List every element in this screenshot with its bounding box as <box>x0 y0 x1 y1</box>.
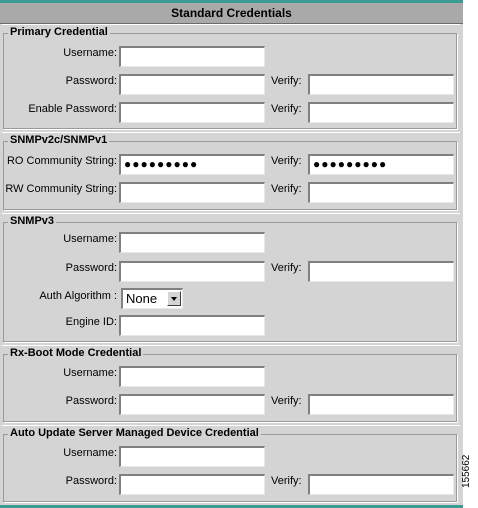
engine-id-input[interactable] <box>119 315 265 336</box>
rw-community-label: RW Community String: <box>5 183 117 195</box>
ro-community-verify-label: Verify: <box>271 155 302 167</box>
ro-community-input[interactable]: ●●●●●●●●● <box>119 154 265 175</box>
enable-password-verify-label: Verify: <box>271 103 302 115</box>
figure-id: 155662 <box>461 454 472 488</box>
autoupdate-username-input[interactable] <box>119 446 265 467</box>
enable-password-verify-input[interactable] <box>308 102 454 123</box>
primary-password-input[interactable] <box>119 74 265 95</box>
snmpv2-group <box>2 132 460 213</box>
primary-credential-legend: Primary Credential <box>10 26 108 38</box>
ro-community-verify-input[interactable]: ●●●●●●●●● <box>308 154 454 175</box>
panel-title: Standard Credentials <box>171 6 292 20</box>
rw-community-verify-label: Verify: <box>271 183 302 195</box>
snmpv3-group <box>2 213 460 345</box>
rxboot-password-label: Password: <box>65 395 117 407</box>
auth-algorithm-select[interactable] <box>121 288 183 309</box>
enable-password-label: Enable Password: <box>28 103 117 115</box>
rxboot-verify-input[interactable] <box>308 394 454 415</box>
engine-id-label: Engine ID: <box>65 316 117 328</box>
autoupdate-verify-input[interactable] <box>308 474 454 495</box>
snmpv2-legend: SNMPv2c/SNMPv1 <box>10 134 108 146</box>
snmpv3-password-input[interactable] <box>119 261 265 282</box>
rxboot-password-input[interactable] <box>119 394 265 415</box>
autoupdate-verify-label: Verify: <box>271 475 302 487</box>
rw-community-verify-input[interactable] <box>308 182 454 203</box>
snmpv3-legend: SNMPv3 <box>10 215 55 227</box>
panel-title-bar <box>0 0 463 24</box>
snmpv3-username-label: Username: <box>63 233 117 245</box>
rxboot-verify-label: Verify: <box>271 395 302 407</box>
snmpv3-password-label: Password: <box>65 262 117 274</box>
rxboot-group <box>2 345 460 425</box>
autoupdate-legend: Auto Update Server Managed Device Credential <box>10 427 259 439</box>
rw-community-input[interactable] <box>119 182 265 203</box>
autoupdate-password-label: Password: <box>65 475 117 487</box>
autoupdate-username-label: Username: <box>63 447 117 459</box>
enable-password-input[interactable] <box>119 102 265 123</box>
auth-algorithm-label: Auth Algorithm : <box>39 290 117 302</box>
chevron-down-icon[interactable] <box>167 291 181 306</box>
primary-password-verify-label: Verify: <box>271 75 302 87</box>
snmpv3-username-input[interactable] <box>119 232 265 253</box>
rxboot-legend: Rx-Boot Mode Credential <box>10 347 142 359</box>
primary-password-verify-input[interactable] <box>308 74 454 95</box>
rxboot-username-label: Username: <box>63 367 117 379</box>
autoupdate-password-input[interactable] <box>119 474 265 495</box>
autoupdate-group <box>2 425 460 505</box>
primary-credential-group <box>2 24 460 132</box>
auth-algorithm-value: None <box>126 291 158 306</box>
rxboot-username-input[interactable] <box>119 366 265 387</box>
primary-username-label: Username: <box>63 47 117 59</box>
snmpv3-verify-input[interactable] <box>308 261 454 282</box>
primary-username-input[interactable] <box>119 46 265 67</box>
ro-community-label: RO Community String: <box>6 155 117 167</box>
primary-password-label: Password: <box>65 75 117 87</box>
snmpv3-verify-label: Verify: <box>271 262 302 274</box>
